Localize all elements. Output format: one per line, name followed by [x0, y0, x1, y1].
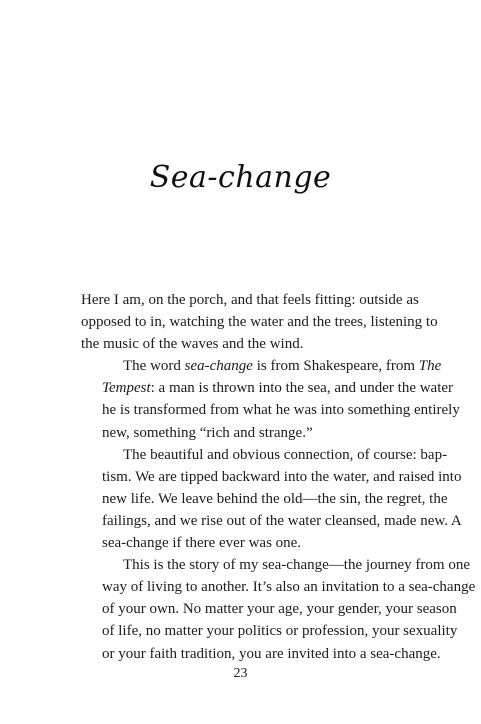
text-line: the music of the waves and the wind. — [81, 336, 304, 353]
text-line: or your faith tradition, you are invited into a sea-change. — [102, 645, 441, 662]
text-line: tism. We are tipped backward into the water, and raised into — [102, 468, 462, 485]
text-line: opposed to in, watching the water and the trees, listening to — [81, 314, 438, 331]
italic-title-the: The — [418, 358, 442, 375]
italic-term-sea-change: sea-change — [184, 358, 253, 375]
text-line: sea-change if there ever was one. — [102, 535, 302, 552]
chapter-title: Sea-change — [149, 160, 332, 195]
text-line: new, something “rich and strange.” — [102, 424, 313, 441]
italic-title-tempest: Tempest — [102, 380, 151, 397]
paragraph-1 — [81, 289, 438, 355]
text-line: he is transformed from what he was into something entirely — [102, 402, 460, 419]
paragraph-3 — [81, 444, 462, 554]
text-line: way of living to another. It’s also an invitation to a sea-change — [102, 579, 476, 596]
page-number: 23 — [233, 666, 248, 681]
text-line: This is the story of my sea-change—the journey from one — [123, 557, 470, 574]
text-line: of your own. No matter your age, your gender, your season — [102, 601, 457, 618]
text-line: new life. We leave behind the old—the sin, the regret, the — [102, 490, 448, 507]
text-line — [81, 377, 454, 399]
text-line: Here I am, on the porch, and that feels fitting: outside as — [81, 292, 419, 308]
text-line — [81, 355, 442, 377]
text-line: failings, and we rise out of the water cleansed, made new. A — [102, 512, 462, 529]
paragraph-4 — [81, 554, 476, 664]
text-line: of life, no matter your politics or profession, your sexuality — [102, 623, 458, 640]
text-line-part: : a man is thrown into the sea, and under the water — [150, 380, 454, 397]
paragraph-2 — [81, 355, 460, 443]
chapter-body — [81, 289, 476, 665]
text-line: The beautiful and obvious connection, of course: bap- — [123, 446, 448, 463]
text-line-part: The word — [123, 358, 185, 375]
text-line-part: is from Shakespeare, from — [252, 358, 419, 375]
